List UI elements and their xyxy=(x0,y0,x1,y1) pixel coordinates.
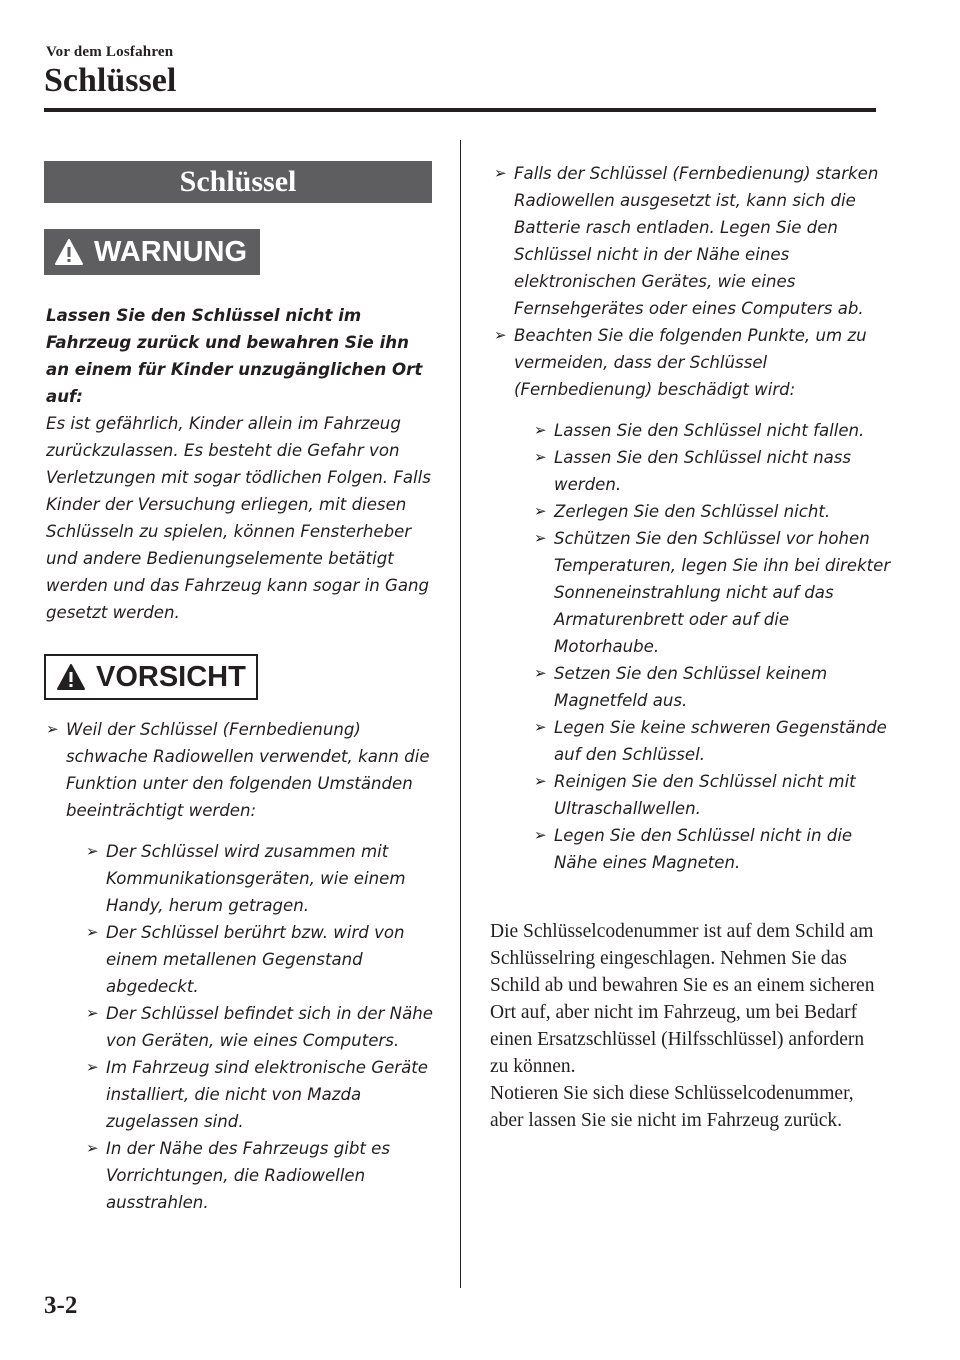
list-item-text: Der Schlüssel befindet sich in der Nähe von Geräten, wie eines Computers. xyxy=(106,1004,433,1050)
warning-label: WARNUNG xyxy=(94,235,248,268)
caution-label: VORSICHT xyxy=(96,660,246,693)
list-item-text: Beachten Sie die folgenden Punkte, um zu vermeiden, dass der Schlüssel (Fernbedienung) beschädigt wird: xyxy=(514,326,867,399)
caution-list-left xyxy=(46,716,436,1216)
arrowhead-bullet-icon: ➢ xyxy=(494,326,507,344)
list-item-text: Weil der Schlüssel (Fernbedienung) schwache Radiowellen verwendet, kann die Funktion unter den folgenden Umständen beeinträchtigt werden: xyxy=(66,720,430,820)
header-rule xyxy=(44,108,876,112)
list-item xyxy=(86,838,436,919)
arrowhead-bullet-icon: ➢ xyxy=(534,664,547,682)
list-item xyxy=(534,822,894,876)
list-item-text: Lassen Sie den Schlüssel nicht nass werden. xyxy=(554,448,852,494)
warning-body: Es ist gefährlich, Kinder allein im Fahrzeug zurückzulassen. Es besteht die Gefahr von Verletzungen mit sogar tödlichen Folgen. Falls Kinder der Versuchung erliegen, mit diesen Schlüsseln zu spielen, können Fensterheber und andere Bedienungselemente betätigt werden und das Fahrzeug kann sogar in Gang gesetzt werden. xyxy=(46,414,431,622)
warning-text xyxy=(46,302,436,626)
list-item-text: Der Schlüssel berührt bzw. wird von einem metallenen Gegenstand abgedeckt. xyxy=(106,923,405,996)
list-item xyxy=(494,160,894,322)
list-item xyxy=(534,714,894,768)
column-divider xyxy=(460,140,461,1288)
arrowhead-bullet-icon: ➢ xyxy=(86,923,99,941)
list-item-text: Lassen Sie den Schlüssel nicht fallen. xyxy=(554,421,865,440)
arrowhead-bullet-icon: ➢ xyxy=(46,720,59,738)
warning-triangle-icon xyxy=(56,663,86,691)
warning-triangle-icon xyxy=(54,238,84,266)
list-item xyxy=(494,322,894,876)
key-code-info xyxy=(490,918,880,1134)
list-item-text: Setzen Sie den Schlüssel keinem Magnetfeld aus. xyxy=(554,664,828,710)
list-item-text: Legen Sie den Schlüssel nicht in die Nähe eines Magneten. xyxy=(554,826,853,872)
list-item-text: Zerlegen Sie den Schlüssel nicht. xyxy=(554,502,831,521)
arrowhead-bullet-icon: ➢ xyxy=(86,842,99,860)
list-item-text: Schützen Sie den Schlüssel vor hohen Temperaturen, legen Sie ihn bei direkter Sonneneinstrahlung nicht auf das Armaturenbrett oder auf die Motorhaube. xyxy=(554,529,891,656)
arrowhead-bullet-icon: ➢ xyxy=(534,529,547,547)
list-item xyxy=(534,444,894,498)
list-item xyxy=(534,768,894,822)
list-item xyxy=(534,498,894,525)
page-number: 3-2 xyxy=(44,1292,78,1319)
chapter-header: Vor dem Losfahren xyxy=(46,44,174,60)
arrowhead-bullet-icon: ➢ xyxy=(534,421,547,439)
list-item xyxy=(86,1135,436,1216)
arrowhead-bullet-icon: ➢ xyxy=(534,448,547,466)
arrowhead-bullet-icon: ➢ xyxy=(86,1058,99,1076)
list-item-text: Im Fahrzeug sind elektronische Geräte installiert, die nicht von Mazda zugelassen sind. xyxy=(106,1058,428,1131)
arrowhead-bullet-icon: ➢ xyxy=(86,1004,99,1022)
list-item xyxy=(86,1054,436,1135)
arrowhead-bullet-icon: ➢ xyxy=(534,502,547,520)
list-item xyxy=(534,525,894,660)
body-paragraph: Die Schlüsselcodenummer ist auf dem Schild am Schlüsselring eingeschlagen. Nehmen Sie das Schild ab und bewahren Sie es an einem sicheren Ort auf, aber nicht im Fahrzeug, um bei Bedarf einen Ersatzschlüssel (Hilfsschlüssel) anfordern zu können. xyxy=(490,921,875,1077)
list-item xyxy=(86,1000,436,1054)
body-paragraph: Notieren Sie sich diese Schlüsselcodenummer, aber lassen Sie sie nicht im Fahrzeug zurück. xyxy=(490,1083,854,1131)
list-item xyxy=(534,417,894,444)
list-item-text: In der Nähe des Fahrzeugs gibt es Vorrichtungen, die Radiowellen ausstrahlen. xyxy=(106,1139,391,1212)
warning-callout xyxy=(44,229,260,275)
list-item xyxy=(534,660,894,714)
section-banner: Schlüssel xyxy=(44,161,432,203)
warning-heading: Lassen Sie den Schlüssel nicht im Fahrzeug zurück und bewahren Sie ihn an einem für Kinder unzugänglichen Ort auf: xyxy=(46,306,423,406)
page-title: Schlüssel xyxy=(44,62,177,99)
arrowhead-bullet-icon: ➢ xyxy=(534,718,547,736)
list-item xyxy=(86,919,436,1000)
arrowhead-bullet-icon: ➢ xyxy=(534,826,547,844)
caution-list-right xyxy=(494,160,894,876)
list-item-text: Der Schlüssel wird zusammen mit Kommunikationsgeräten, wie einem Handy, herum getragen. xyxy=(106,842,406,915)
arrowhead-bullet-icon: ➢ xyxy=(534,772,547,790)
list-item-text: Falls der Schlüssel (Fernbedienung) starken Radiowellen ausgesetzt ist, kann sich die Batterie rasch entladen. Legen Sie den Schlüssel nicht in der Nähe eines elektronischen Gerätes, wie eines Fernsehgerätes oder eines Computers ab. xyxy=(514,164,879,318)
list-item xyxy=(46,716,436,1216)
arrowhead-bullet-icon: ➢ xyxy=(86,1139,99,1157)
caution-callout xyxy=(44,654,258,700)
list-item-text: Reinigen Sie den Schlüssel nicht mit Ultraschallwellen. xyxy=(554,772,856,818)
arrowhead-bullet-icon: ➢ xyxy=(494,164,507,182)
list-item-text: Legen Sie keine schweren Gegenstände auf den Schlüssel. xyxy=(554,718,887,764)
